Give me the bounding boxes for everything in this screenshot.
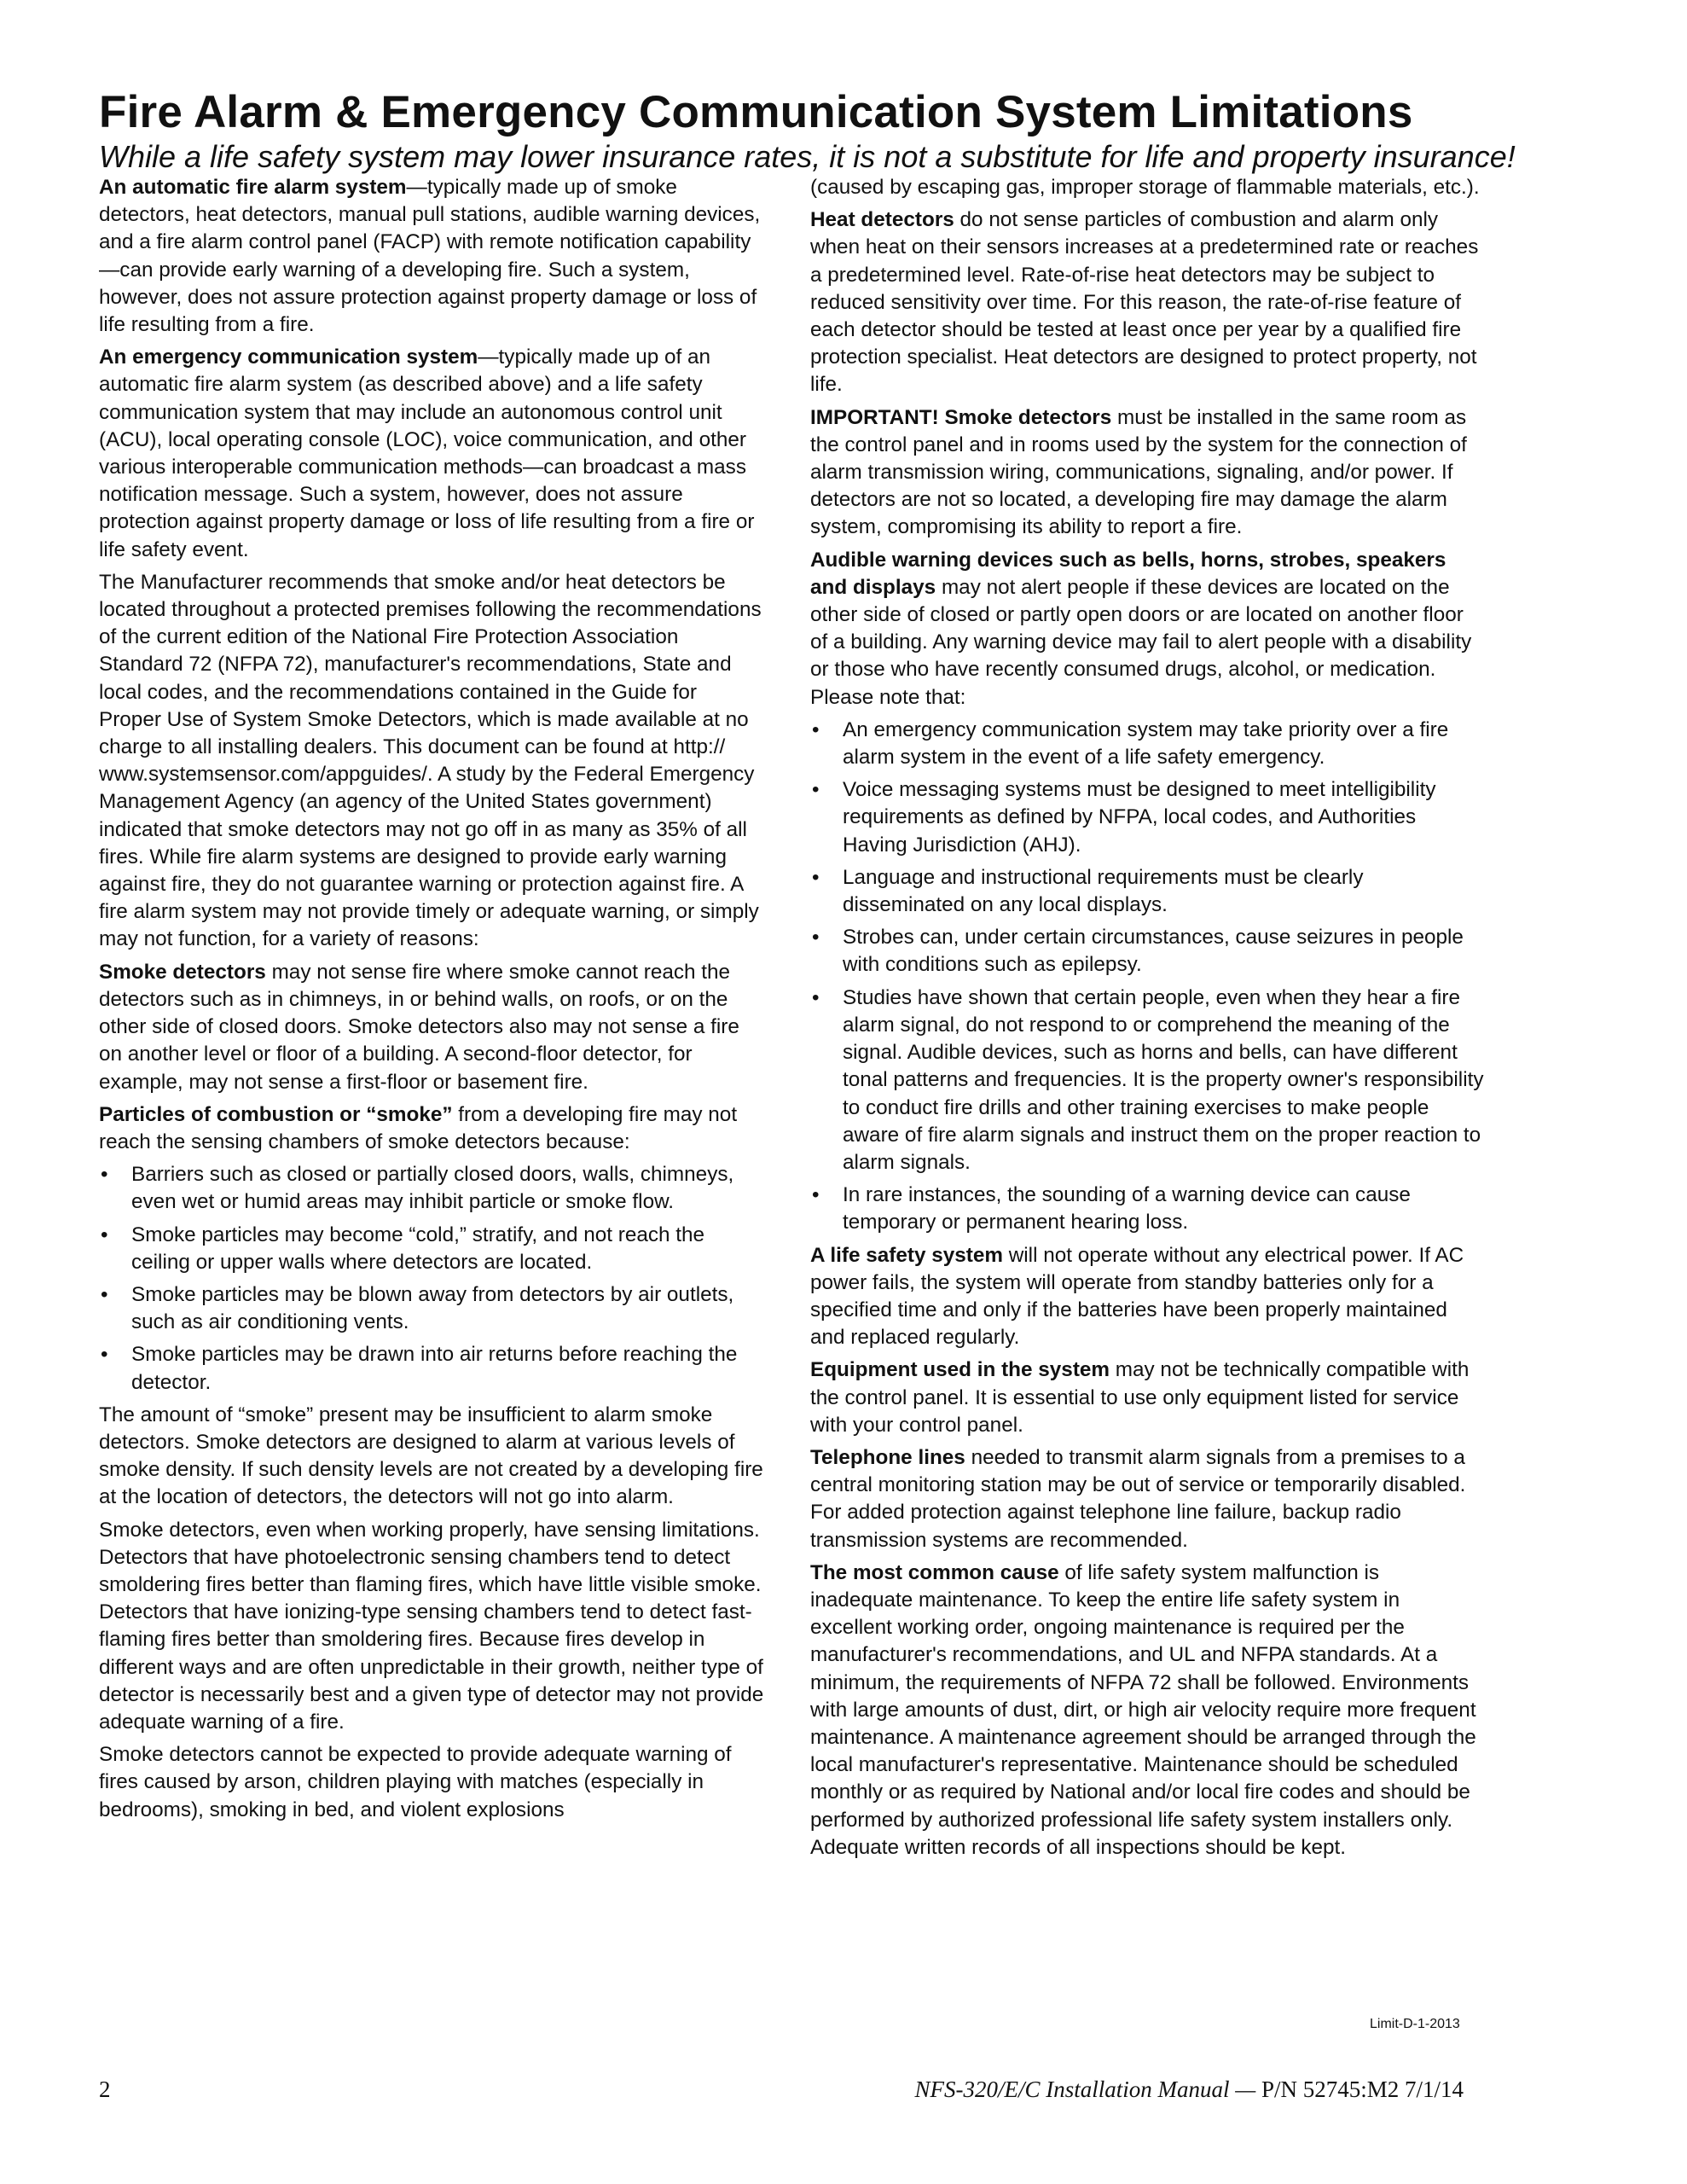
- page-number: 2: [99, 2077, 111, 2102]
- smoke-particle-bullet-list: [99, 1161, 764, 1397]
- list-item: • Barriers such as closed or partially closed doors, walls, chimneys, even wet or humid areas may inhibit particle or smoke flow.: [99, 1161, 764, 1216]
- paragraph-maintenance: The most common cause of life safety system malfunction is inadequate maintenance. To keep the entire life safety system in excellent working order, ongoing maintenance is required per the manufacturer's recommendations, and UL and NFPA standards. At a minimum, the requirements of NFPA 72 shall be followed. Environments with large amounts of dust, dirt, or high air velocity require more frequent maintenance. A maintenance agreement should be arranged through the local manufacturer's representative. Maintenance should be scheduled monthly or as required by National and/or local fire codes and should be performed by authorized professional life safety system installers only. Adequate written records of all inspections should be kept.: [810, 1560, 1476, 1859]
- list-item: • Studies have shown that certain people, even when they hear a fire alarm signal, do not respond to or comprehend the meaning of the signal. Audible devices, such as horns and bells, can have different tonal patterns and frequencies. It is the property owner's responsibility to conduct fire drills and other training exercises to make people aware of fire alarm signals and instruct them on the proper reaction to alarm signals.: [810, 985, 1484, 1176]
- list-item: • Smoke particles may become “cold,” stratify, and not reach the ceiling or upper walls where detectors are located.: [99, 1222, 764, 1276]
- left-column: [99, 174, 764, 1829]
- limit-code: Limit-D-1-2013: [1370, 2017, 1460, 2031]
- page-subtitle: While a life safety system may lower insurance rates, it is not a substitute for life and property insurance!: [99, 139, 1516, 174]
- paragraph-smoke-detectors: Smoke detectors may not sense fire where smoke cannot reach the detectors such as in chimneys, in or behind walls, on roofs, or on the other side of closed doors. Smoke detectors also may not sense a fire on another level or floor of a building. A second-floor detector, for example, may not sense a first-floor or basement fire.: [99, 960, 739, 1094]
- paragraph-particles-of-combustion: Particles of combustion or “smoke” from a developing fire may not reach the sensing chambers of smoke detectors because:: [99, 1102, 738, 1153]
- paragraph-sensing-limitations: Smoke detectors, even when working properly, have sensing limitations. Detectors that have photoelectronic sensing chambers tend to detect smoldering fires better than flaming fires, which have little visible smoke. Detectors that have ionizing-type sensing chambers tend to detect fast-flaming fires better than smoldering fires. Because fires develop in different ways and are often unpredictable in their growth, neither type of detector is necessarily best and a given type of detector may not provide adequate warning of a fire.: [99, 1518, 764, 1734]
- paragraph-important-smoke-detectors: IMPORTANT! Smoke detectors must be installed in the same room as the control panel and in rooms used by the system for the connection of alarm transmission wiring, communications, signaling, and/or power. If detectors are not so located, a developing fire may damage the alarm system, compromising its ability to report a fire.: [810, 405, 1467, 539]
- paragraph-equipment-compatibility: Equipment used in the system may not be technically compatible with the control panel. It is essential to use only equipment listed for service with your control panel.: [810, 1358, 1470, 1437]
- list-item: • Voice messaging systems must be designed to meet intelligibility requirements as defined by NFPA, local codes, and Authorities Having Jurisdiction (AHJ).: [810, 776, 1484, 859]
- paragraph-manufacturer-recommends: The Manufacturer recommends that smoke and/or heat detectors be located throughout a protected premises following the recommendations of the current edition of the National Fire Protection Association Standard 72 (NFPA 72), manufacturer's recommendations, State and local codes, and the recommendations contained in the Guide for Proper Use of System Smoke Detectors, which is made available at no charge to all installing dealers. This document can be found at http:// www.systemsensor.com/appguides/. A study by the Federal Emergency Management Agency (an agency of the United States government) indicated that smoke detectors may not go off in as many as 35% of all fires. While fire alarm systems are designed to provide early warning against fire, they do not guarantee warning or protection against fire. A fire alarm system may not provide timely or adequate warning, or simply may not function, for a variety of reasons:: [99, 570, 762, 951]
- list-item: • Language and instructional requirements must be clearly disseminated on any local displays.: [810, 864, 1484, 919]
- paragraph-automatic-fire-alarm: An automatic fire alarm system—typically made up of smoke detectors, heat detectors, manual pull stations, audible warning devices, and a fire alarm control panel (FACP) with remote notification capability—can provide early warning of a developing fire. Such a system, however, does not assure protection against property damage or loss of life resulting from a fire.: [99, 176, 761, 337]
- paragraph-telephone-lines: Telephone lines needed to transmit alarm signals from a premises to a central monitoring station may be out of service or temporarily disabled. For added protection against telephone line failure, backup radio transmission systems are recommended.: [810, 1445, 1466, 1552]
- list-item: • Smoke particles may be drawn into air returns before reaching the detector.: [99, 1341, 764, 1396]
- right-column: [810, 174, 1484, 1867]
- page-title: Fire Alarm & Emergency Communication System Limitations: [99, 87, 1413, 137]
- paragraph-heat-detectors: Heat detectors do not sense particles of combustion and alarm only when heat on their sensors increases at a predetermined rate or reaches a predetermined level. Rate-of-rise heat detectors may be subject to reduced sensitivity over time. For this reason, the rate-of-rise feature of each detector should be tested at least once per year by a qualified fire protection specialist. Heat detectors are designed to protect property, not life.: [810, 208, 1479, 397]
- paragraph-life-safety-power: A life safety system will not operate without any electrical power. If AC power fails, the system will operate from standby batteries only for a specified time and only if the batteries have been properly maintained and replaced regularly.: [810, 1243, 1464, 1350]
- list-item: • An emergency communication system may take priority over a fire alarm system in the event of a life safety emergency.: [810, 717, 1484, 771]
- notification-bullet-list: [810, 717, 1484, 1237]
- paragraph-explosions-continued: (caused by escaping gas, improper storage of flammable materials, etc.).: [810, 176, 1480, 199]
- list-item: • In rare instances, the sounding of a warning device can cause temporary or permanent hearing loss.: [810, 1182, 1484, 1236]
- manual-reference: NFS-320/E/C Installation Manual — P/N 52745:M2 7/1/14: [914, 2077, 1464, 2102]
- paragraph-arson-warning: Smoke detectors cannot be expected to provide adequate warning of fires caused by arson, children playing with matches (especially in bedrooms), smoking in bed, and violent explosions: [99, 1743, 732, 1821]
- list-item: • Strobes can, under certain circumstances, cause seizures in people with conditions such as epilepsy.: [810, 924, 1484, 979]
- paragraph-amount-of-smoke: The amount of “smoke” present may be insufficient to alarm smoke detectors. Smoke detectors are designed to alarm at various levels of smoke density. If such density levels are not created by a developing fire at the location of detectors, the detectors will not go into alarm.: [99, 1403, 763, 1509]
- part-number: P/N 52745:M2 7/1/14: [1261, 2077, 1464, 2102]
- paragraph-emergency-communication: An emergency communication system—typically made up of an automatic fire alarm system (as described above) and a life safety communication system that may include an autonomous control unit (ACU), local operating console (LOC), voice communication, and other various interoperable communication methods—can broadcast a mass notification message. Such a system, however, does not assure protection against property damage or loss of life resulting from a fire or life safety event.: [99, 346, 755, 561]
- paragraph-audible-warning-devices: Audible warning devices such as bells, horns, strobes, speakers and displays may not alert people if these devices are located on the other side of closed or partly open doors or are located on another floor of a building. Any warning device may fail to alert people with a disability or those who have recently consumed drugs, alcohol, or medication. Please note that:: [810, 548, 1472, 709]
- list-item: • Smoke particles may be blown away from detectors by air outlets, such as air conditioning vents.: [99, 1281, 764, 1336]
